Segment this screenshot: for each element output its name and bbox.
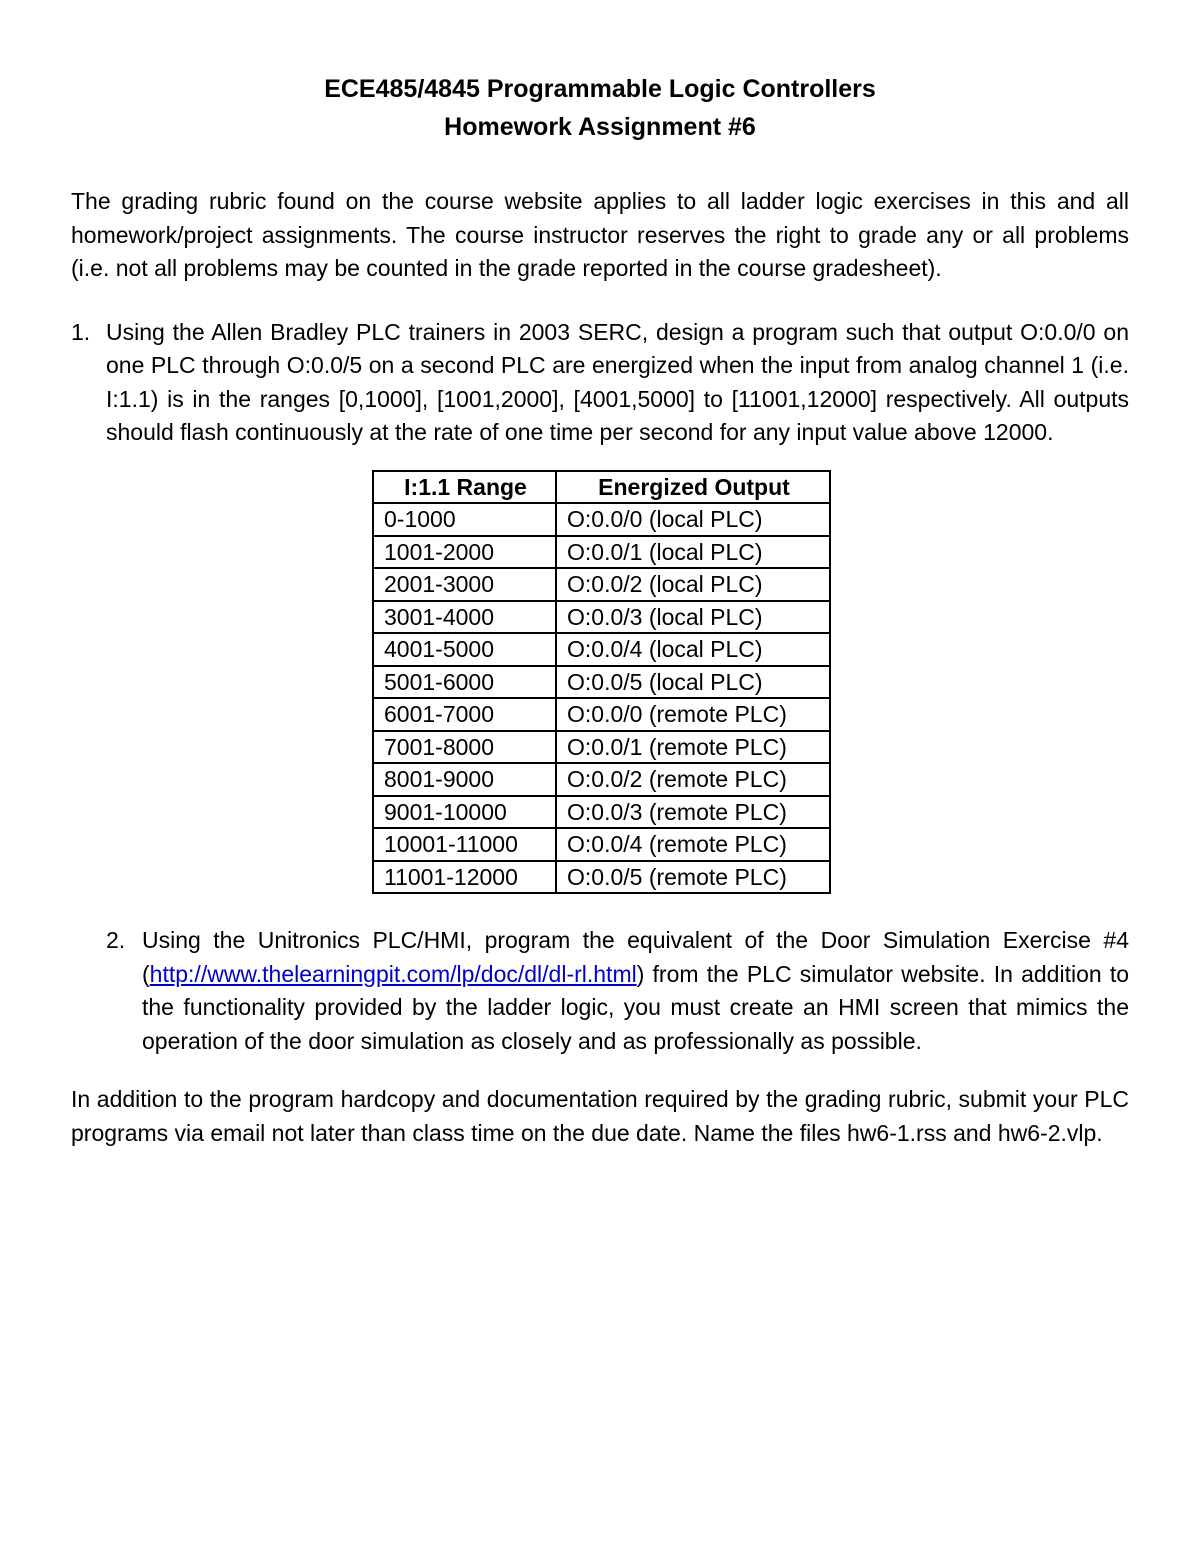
table-row xyxy=(373,666,830,699)
output-cell: O:0.0/5 (remote PLC) xyxy=(556,861,830,894)
output-cell: O:0.0/4 (local PLC) xyxy=(556,633,830,666)
output-cell: O:0.0/1 (remote PLC) xyxy=(556,731,830,764)
problem-2-text-start: Using the Unitronics PLC/HMI, program the equivalent of the Door Simulation Exercise #4 ( xyxy=(142,927,1129,987)
range-cell: 5001-6000 xyxy=(373,666,556,699)
output-cell: O:0.0/1 (local PLC) xyxy=(556,536,830,569)
problem-2-text-end: ) from the PLC simulator website. In addition to the functionality provided by the ladder logic, you must create an HMI screen that mimics the operation of the door simulation as closely and as professionally as possible. xyxy=(142,960,1129,1054)
table-row xyxy=(373,536,830,569)
table-header-row xyxy=(373,471,830,504)
table-row xyxy=(373,763,830,796)
document-page xyxy=(71,70,1129,1150)
output-cell: O:0.0/3 (remote PLC) xyxy=(556,796,830,829)
closing-paragraph: In addition to the program hardcopy and documentation required by the grading rubric, submit your PLC programs via email not later than class time on the due date. Name the files hw6-1.rss and hw6-2.vlp. xyxy=(71,1086,1129,1146)
problem-2-text xyxy=(142,924,1129,1058)
problem-2-number: 2. xyxy=(106,927,126,953)
table-row xyxy=(373,731,830,764)
range-cell: 10001-11000 xyxy=(373,828,556,861)
table-row xyxy=(373,503,830,536)
problem-1-number: 1. xyxy=(71,318,91,345)
header-range: I:1.1 Range xyxy=(373,471,556,504)
table-row xyxy=(373,828,830,861)
range-cell: 9001-10000 xyxy=(373,796,556,829)
range-cell: 7001-8000 xyxy=(373,731,556,764)
table-row xyxy=(373,796,830,829)
problem-1-text: Using the Allen Bradley PLC trainers in 2003 SERC, design a program such that output O:0.0/0 on one PLC through O:0.0/5 on a second PLC are energized when the input from analog channel 1 (i.e. I:1.1) is in the ranges [0,1000], [1001,2000], [4001,5000] to [11001,12000] respectively. All outputs should flash continuously at the rate of one time per second for any input value above 12000. xyxy=(106,318,1129,445)
range-cell: 4001-5000 xyxy=(373,633,556,666)
range-output-table xyxy=(372,470,831,895)
door-simulation-link[interactable]: http://www.thelearningpit.com/lp/doc/dl/dl-rl.html xyxy=(149,960,637,987)
intro-paragraph: The grading rubric found on the course website applies to all ladder logic exercises in this and all homework/project assignments. The course instructor reserves the right to grade any or all problems (i.e. not all problems may be counted in the grade reported in the course gradesheet). xyxy=(71,188,1129,281)
range-cell: 0-1000 xyxy=(373,503,556,536)
document-title: ECE485/4845 Programmable Logic Controllers xyxy=(324,75,876,103)
output-cell: O:0.0/4 (remote PLC) xyxy=(556,828,830,861)
problem-2 xyxy=(106,924,1129,1058)
range-cell: 2001-3000 xyxy=(373,568,556,601)
table-row xyxy=(373,601,830,634)
output-cell: O:0.0/5 (local PLC) xyxy=(556,666,830,699)
table-row xyxy=(373,698,830,731)
range-cell: 1001-2000 xyxy=(373,536,556,569)
table-row xyxy=(373,633,830,666)
range-cell: 11001-12000 xyxy=(373,861,556,894)
table-row xyxy=(373,568,830,601)
output-cell: O:0.0/0 (remote PLC) xyxy=(556,698,830,731)
range-cell: 6001-7000 xyxy=(373,698,556,731)
problem-1 xyxy=(71,316,1129,450)
range-cell: 3001-4000 xyxy=(373,601,556,634)
output-cell: O:0.0/3 (local PLC) xyxy=(556,601,830,634)
output-cell: O:0.0/2 (remote PLC) xyxy=(556,763,830,796)
header-output: Energized Output xyxy=(556,471,830,504)
table-row xyxy=(373,861,830,894)
range-cell: 8001-9000 xyxy=(373,763,556,796)
output-cell: O:0.0/0 (local PLC) xyxy=(556,503,830,536)
output-cell: O:0.0/2 (local PLC) xyxy=(556,568,830,601)
document-subtitle: Homework Assignment #6 xyxy=(444,113,756,141)
